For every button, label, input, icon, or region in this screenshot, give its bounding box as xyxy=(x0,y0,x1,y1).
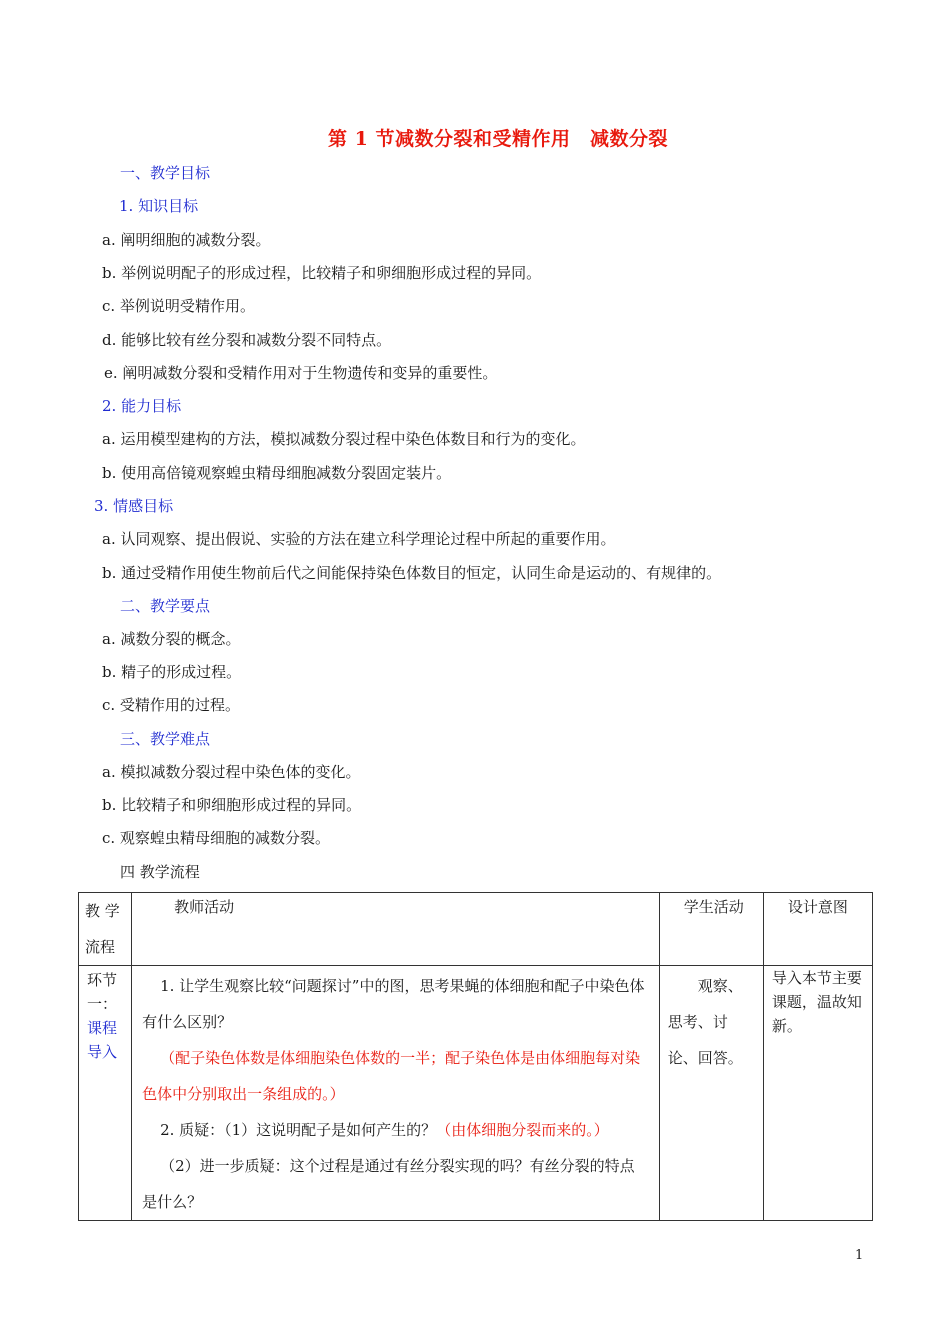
page-title: 第 1 节减数分裂和受精作用 减数分裂 xyxy=(328,128,668,150)
list-item: a. 运用模型建构的方法，模拟减数分裂过程中染色体数目和行为的变化。 xyxy=(102,430,586,448)
section-heading-difficulties: 三、教学难点 xyxy=(120,730,211,748)
section-heading-teaching-flow: 四 教学流程 xyxy=(120,863,200,881)
list-item: c. 受精作用的过程。 xyxy=(102,696,240,714)
header-cell-intent xyxy=(763,893,872,966)
subheading-emotion-goals: 3. 情感目标 xyxy=(94,497,174,515)
stage-line2: 一： xyxy=(87,995,118,1013)
header-stage-line1: 教 学 xyxy=(85,902,120,920)
list-item: b. 通过受精作用使生物前后代之间能保持染色体数目的恒定，认同生命是运动的、有规律的。 xyxy=(102,564,722,582)
student-activity-cell xyxy=(659,966,763,1221)
header-cell-teacher xyxy=(132,893,660,966)
section-heading-key-points: 二、教学要点 xyxy=(120,597,211,615)
header-cell-student xyxy=(659,893,763,966)
list-item: b. 举例说明配子的形成过程，比较精子和卵细胞形成过程的异同。 xyxy=(102,264,542,282)
header-stage-line2: 流程 xyxy=(85,938,116,956)
list-item: a. 模拟减数分裂过程中染色体的变化。 xyxy=(102,763,361,781)
header-teacher-label: 教师活动 xyxy=(174,898,235,916)
list-item: a. 认同观察、提出假说、实验的方法在建立科学理论过程中所起的重要作用。 xyxy=(102,530,616,548)
design-intent-text: 导入本节主要课题，温故知新。 xyxy=(771,969,862,1035)
list-item: c. 观察蝗虫精母细胞的减数分裂。 xyxy=(102,829,330,847)
header-student-label: 学生活动 xyxy=(683,898,744,916)
stage-cell xyxy=(79,966,132,1221)
teacher-activity-text: 1. 让学生观察比较“问题探讨”中的图，思考果蝇的体细胞和配子中染色体有什么区别？ xyxy=(142,977,645,1031)
teacher-activity-answer: （配子染色体数是体细胞染色体数的一半；配子染色体是由体细胞每对染色体中分别取出一条组成的。） xyxy=(142,1049,641,1103)
subheading-knowledge-goals: 1. 知识目标 xyxy=(119,197,199,215)
list-item: a. 减数分裂的概念。 xyxy=(102,630,241,648)
teacher-activity-cell xyxy=(132,966,660,1221)
list-item: b. 比较精子和卵细胞形成过程的异同。 xyxy=(102,796,362,814)
stage-line1: 环节 xyxy=(87,971,118,989)
table-row xyxy=(79,966,873,1221)
list-item: d. 能够比较有丝分裂和减数分裂不同特点。 xyxy=(102,331,392,349)
table-header-row xyxy=(79,893,873,966)
student-activity-text: 观察、思考、讨论、回答。 xyxy=(667,977,743,1067)
stage-line4: 导入 xyxy=(87,1043,118,1061)
list-item: b. 精子的形成过程。 xyxy=(102,663,242,681)
teaching-flow-table xyxy=(78,892,873,1221)
page-number: 1 xyxy=(855,1248,864,1263)
list-item: c. 举例说明受精作用。 xyxy=(102,297,255,315)
design-intent-cell xyxy=(763,966,872,1221)
header-intent-label: 设计意图 xyxy=(787,898,848,916)
teacher-activity-answer: （由体细胞分裂而来的。） xyxy=(436,1121,609,1139)
subheading-ability-goals: 2. 能力目标 xyxy=(102,397,182,415)
teacher-activity-question: 2. 质疑：（1）这说明配子是如何产生的？（由体细胞分裂而来的。） xyxy=(160,1121,609,1139)
section-heading-teaching-goals: 一、教学目标 xyxy=(120,164,211,182)
list-item: e. 阐明减数分裂和受精作用对于生物遗传和变异的重要性。 xyxy=(104,364,498,382)
list-item: a. 阐明细胞的减数分裂。 xyxy=(102,231,271,249)
teacher-activity-text: （2）进一步质疑：这个过程是通过有丝分裂实现的吗？有丝分裂的特点是什么？ xyxy=(142,1157,635,1211)
list-item: b. 使用高倍镜观察蝗虫精母细胞减数分裂固定装片。 xyxy=(102,464,452,482)
stage-line3: 课程 xyxy=(87,1019,118,1037)
header-cell-stage xyxy=(79,893,132,966)
